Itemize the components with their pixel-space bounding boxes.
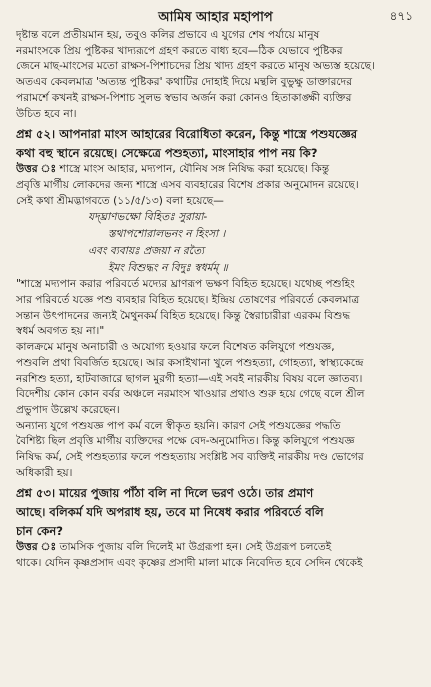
page-number: ৪৭১	[389, 9, 413, 23]
question-53	[16, 485, 415, 540]
answer-first-line	[16, 162, 415, 178]
text-line: স্বধর্ম অবগত হয় না।"	[16, 325, 105, 338]
sanskrit-verse	[16, 209, 415, 277]
paragraph-3	[16, 340, 415, 419]
text-span: তামসিক পুজায় বলি দিলেই মা উগ্ররূপা হন। সেই উগ্ররূপ চলতেই	[56, 541, 332, 554]
verse-line: ইমং বিশুদ্ধং ন বিদুঃ স্বধর্মম্ ॥	[108, 262, 228, 275]
text-line: প্রভুপাদ উল্লেখ করেছেন।	[16, 403, 120, 416]
question-line: আছে। বলিকর্ম যদি অপরাধ হয়, তবে মা নিষেধ করার পরিবর্তে বলি	[16, 505, 324, 520]
text-line: থাকে। যেদিন কৃষ্ণপ্রসাদ এবং কৃষ্ণের প্রসাদী মালা মাকে নিবেদিত হবে সেদিন থেকেই	[16, 557, 363, 570]
text-line: নিষিদ্ধ কর্ম, সেই পশুহত্যার ফলে পশুহত্যায় সংশ্লিষ্ট সব ব্যক্তিই নারকীয় দণ্ড ভোগের	[16, 451, 364, 464]
paragraph-1	[16, 28, 415, 122]
text-line: জেনে মাছ-মাংসের মতো রাক্ষস-পিশাচদের প্রিয় খাদ্য গ্রহণ করতে মানুষ অভ্যস্ত হয়েছে।	[16, 60, 375, 73]
running-title: আমিষ আহার মহাপাপ	[158, 10, 273, 25]
answer-52	[16, 162, 415, 209]
text-line: নরশিশু হত্যা, হাটবাজারে ছাগল মুরগী হত্যা—এই সবই নারকীয় বিষয় বলে জ্ঞাতব্য।	[16, 372, 363, 385]
text-line: পশুবলি প্রথা বিবর্জিত হয়েছে। আর কসাইখানা খুলে পশুহত্যা, গোহত্যা, স্বাস্থ্যকেন্দ্রে	[16, 356, 364, 369]
text-span: শাস্ত্রে মাংস আহার, মদ্যপান, যৌনিষ সঙ্গ নিষিদ্ধ করা হয়েছে। কিন্তু	[56, 163, 330, 176]
question-line: চান কেন?	[16, 524, 64, 539]
text-line: সেই কথা শ্রীমদ্ভাগবতে (১১/৫/১৩) বলা হয়েছে—	[16, 194, 224, 207]
text-line: সার পরিবর্তে যজ্ঞে পশু ব্যবহার বিহিত হয়েছে। ইন্দ্রিয় তোষণের পরিবর্তে কেবলমাত্র	[16, 294, 360, 307]
text-line: নরমাংসকে প্রিয় পুষ্টিকর খাদ্যরূপে গ্রহণ করতে বাধ্য হবে—ঠিক যেভাবে পুষ্টিকর	[16, 44, 343, 57]
question-line: কথা বহু স্থানে রয়েছে। সেক্ষেত্রে পশুহত্যা, মাংসাহার পাপ নয় কি?	[16, 146, 318, 161]
paragraph-2	[16, 277, 415, 340]
text-line: বিদেশীয় কোন কোন বর্বর অঞ্চলে নরমাংস খাওয়ার প্রথাও শুরু হয়ে গেছে বলে শ্রীল	[16, 388, 365, 401]
question-line: প্রশ্ন ৫২। আপনারা মাংস আহারের বিরোধিতা করেন, কিন্তু শাস্ত্রে পশুযজ্ঞের	[16, 127, 358, 142]
answer-label: উত্তর ঃ	[16, 163, 57, 176]
answer-label: উত্তর ঃ	[16, 541, 57, 554]
running-head	[16, 6, 415, 28]
verse-line: স্তথাপশোরালভনং ন হিংসা ।	[108, 228, 226, 241]
text-line: সন্তান উৎপাদনের জন্যই মৈথুনকর্ম বিহিত হয়েছে। কিন্তু স্বৈরাচারীরা এরকম বিশুদ্ধ	[16, 309, 351, 322]
text-line: অতএব কেবলমাত্র 'অত্যন্ত পুষ্টিকর' কথাটির দোহাই দিয়ে মন্থলি বুভুক্ষু ডাক্তারদের	[16, 76, 353, 89]
text-line: অন্যান্য যুগে পশুযজ্ঞ পাপ কর্ম বলে স্বীকৃত হয়নি। কারণ সেই পশুযজ্ঞের পদ্ধতি	[16, 419, 341, 432]
text-line: অধিকারী হয়।	[16, 466, 73, 479]
text-line: বৈশিষ্ট্য ছিল প্রবৃত্তি মার্গীয় ব্যক্তিদের পক্ষে বেদ-অনুমোদিত। কিন্তু কলিযুগে পশুযজ্ঞ	[16, 435, 355, 448]
question-line: প্রশ্ন ৫৩। মায়ের পুজায় পাঁঠা বলি না দিলে ভরণ ওঠে। তার প্রমাণ	[16, 486, 314, 501]
text-line: "শাস্ত্রে মদ্যপান করার পরিবর্তে মদ্যের ঘ্রাণরূপ ভক্ষণ বিহিত হয়েছে। যথেচ্ছ পশুহিং	[16, 278, 355, 291]
question-52	[16, 126, 415, 162]
text-line: পরামর্শে কখনই রাক্ষস-পিশাচ সুলভ স্বভাব অর্জন করা কোনও হিতাকাঙ্ক্ষী ব্যক্তির	[16, 91, 352, 104]
text-line: প্রবৃত্তি মার্গীয় লোকদের জন্য শাস্ত্রে এসব ব্যবহারের বিশেষ প্রকার অনুমোদন রয়েছে।	[16, 178, 359, 191]
text-line: দৃষ্টান্ত বলে প্রতীয়মান হয়, তবুও কলির প্রভাবে এ যুগের শেষ পর্যায়ে মানুষ	[16, 29, 320, 41]
text-line: উচিত হবে না।	[16, 107, 77, 120]
answer-53	[16, 540, 415, 571]
page-body	[16, 28, 415, 572]
answer-first-line	[16, 540, 415, 556]
text-line: কালক্রমে মানুষ অনাচারী ও অযোগ্য হওয়ার ফলে বিশেষত কলিযুগে পশুযজ্ঞ,	[16, 341, 335, 354]
verse-line: যদ্ঘ্রাণভক্ষো বিহিতঃ সুরায়া-	[88, 211, 208, 224]
paragraph-4	[16, 419, 415, 482]
verse-line: এবং ব্যবায়ঃ প্রজয়া ন রত্যৈ	[88, 245, 205, 258]
